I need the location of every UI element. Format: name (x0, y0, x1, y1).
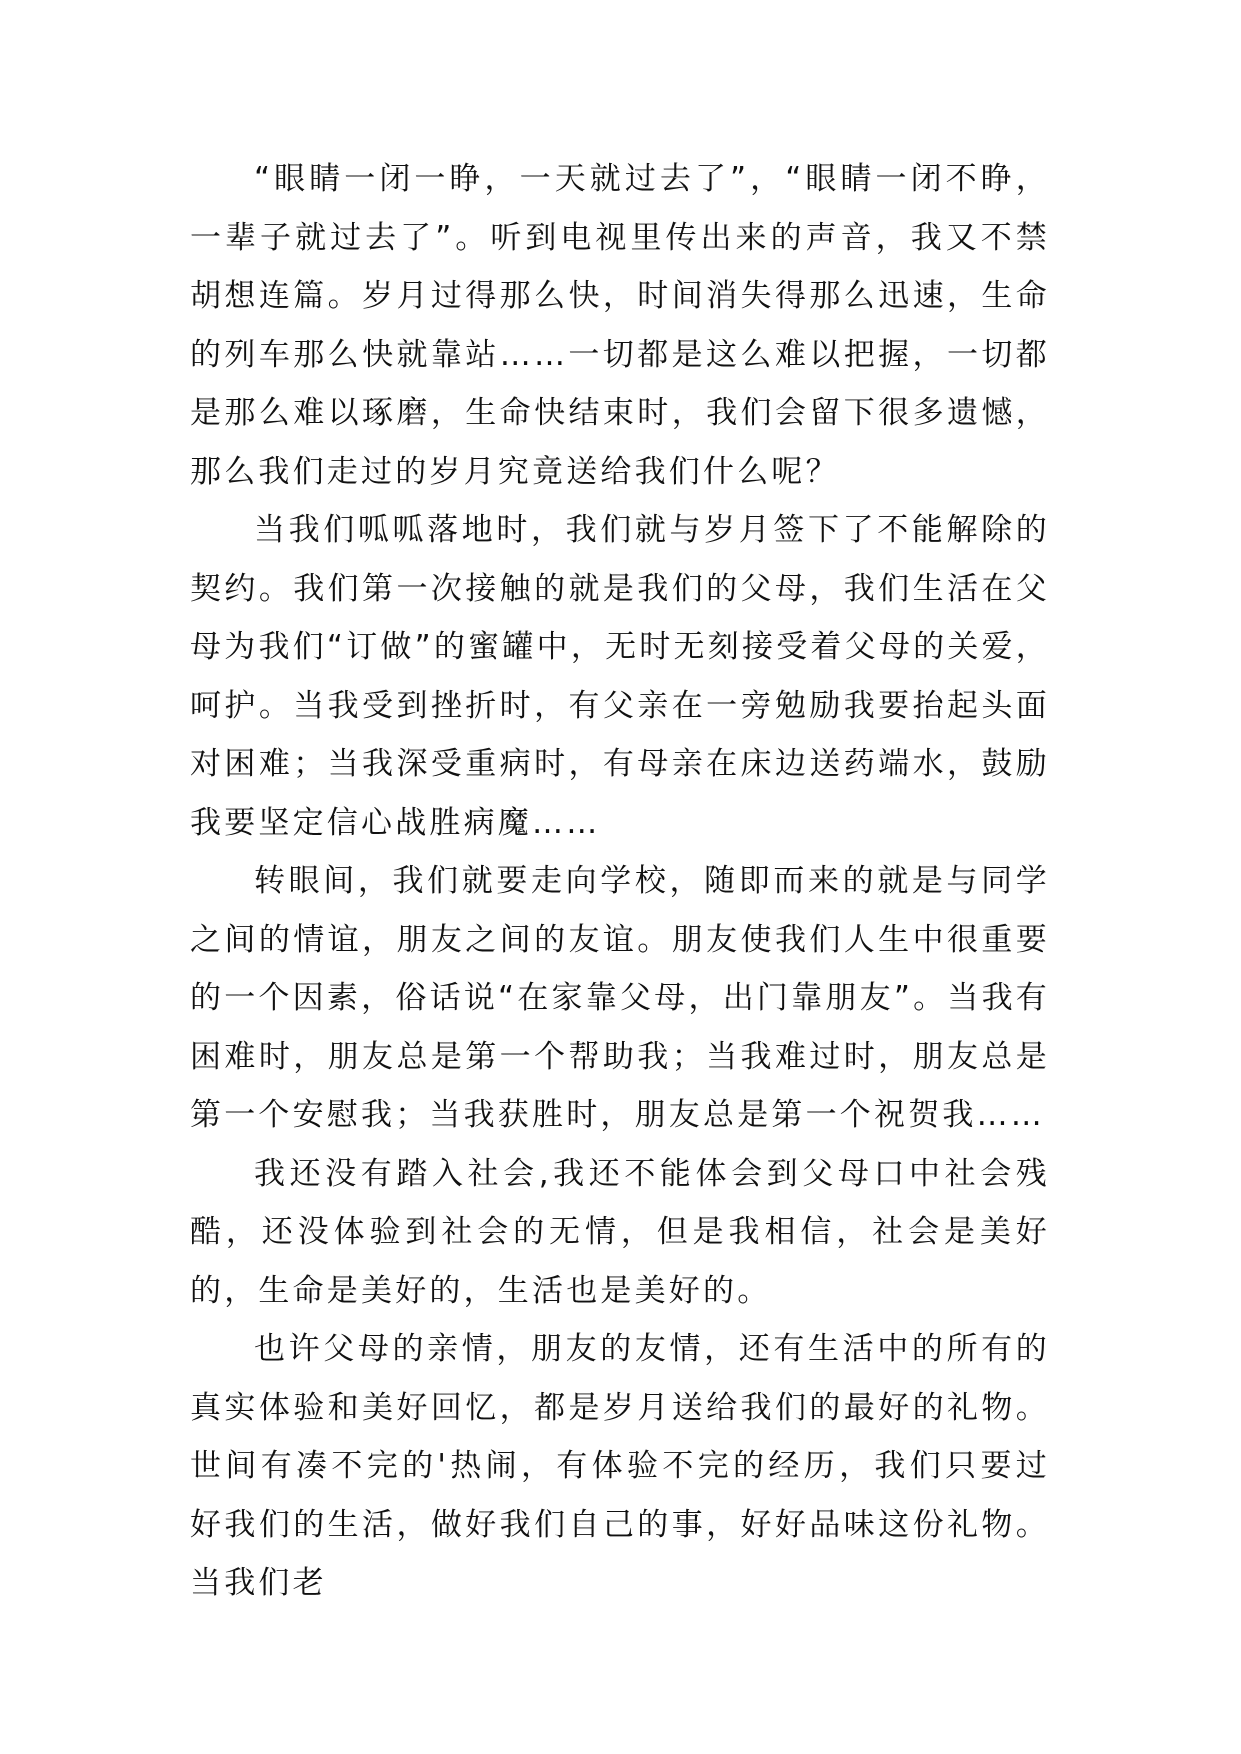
article-body (190, 150, 1050, 1613)
paragraph-4: 我还没有踏入社会,我还不能体会到父母口中社会残酷，还没体验到社会的无情，但是我相信，社会是美好的，生命是美好的，生活也是美好的。 (190, 1155, 1050, 1309)
paragraph-2: 当我们呱呱落地时，我们就与岁月签下了不能解除的契约。我们第一次接触的就是我们的父母，我们生活在父母为我们“订做”的蜜罐中，无时无刻接受着父母的关爱，呵护。当我受到挫折时，有父亲在一旁勉励我要抬起头面对困难；当我深受重病时，有母亲在床边送药端水，鼓励我要坚定信心战胜病魔…… (190, 512, 1050, 841)
paragraph-5: 也许父母的亲情，朋友的友情，还有生活中的所有的真实体验和美好回忆，都是岁月送给我们的最好的礼物。世间有凑不完的'热闹，有体验不完的经历，我们只要过好我们的生活，做好我们自己的事，好好品味这份礼物。当我们老 (190, 1331, 1050, 1601)
paragraph-3: 转眼间，我们就要走向学校，随即而来的就是与同学之间的情谊，朋友之间的友谊。朋友使我们人生中很重要的一个因素，俗话说“在家靠父母，出门靠朋友”。当我有困难时，朋友总是第一个帮助我；当我难过时，朋友总是第一个安慰我；当我获胜时，朋友总是第一个祝贺我…… (190, 863, 1050, 1133)
paragraph-1: “眼睛一闭一睁，一天就过去了”，“眼睛一闭不睁，一辈子就过去了”。听到电视里传出来的声音，我又不禁胡想连篇。岁月过得那么快，时间消失得那么迅速，生命的列车那么快就靠站……一切都是这么难以把握，一切都是那么难以琢磨，生命快结束时，我们会留下很多遗憾，那么我们走过的岁月究竟送给我们什么呢？ (190, 161, 1050, 490)
